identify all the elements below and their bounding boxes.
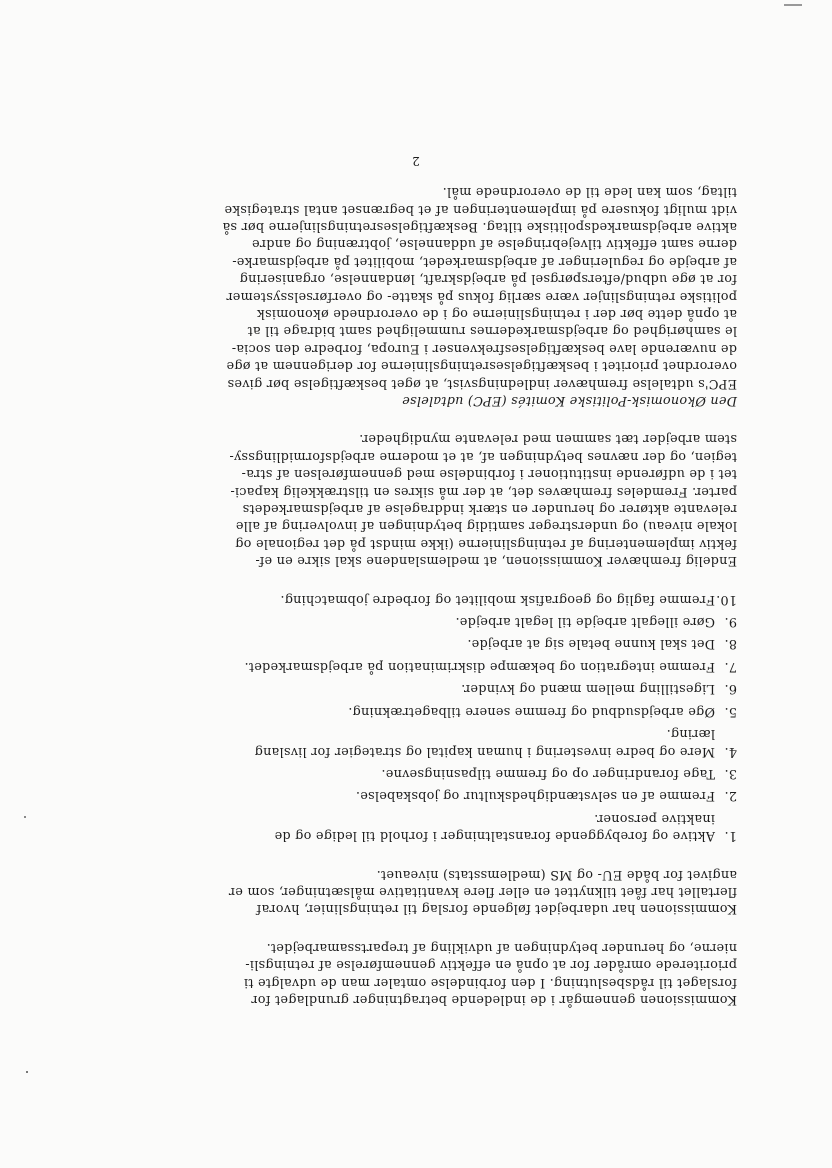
scan-speck <box>24 816 26 818</box>
text-line: at opnå dette bør der i retningslinierne og i de overordnede økonomisk <box>256 306 737 321</box>
text-line: prioriterede områder for at opnå en effektiv gennemførelse af retningsli- <box>245 957 737 973</box>
text-line: fektiv implementering af retningslinierne (ikke mindst på det regionale og <box>235 535 737 551</box>
text-line: vidt muligt fokusere på implementeringen af et begrænset antal strategiske <box>224 201 737 217</box>
item-number: 6. <box>724 681 737 697</box>
text-line: stem arbejder tæt sammen med relevante myndigheder. <box>358 431 737 447</box>
epc-paragraph <box>107 183 737 392</box>
guidelines-list <box>107 590 737 844</box>
text-line: af arbejde og reguleringer af arbejdsmarkedet, mobilitet på arbejdsmarke- <box>232 253 737 269</box>
item-text: Fremme faglig og geografisk mobilitet og forbedre jobmatching. <box>280 591 715 607</box>
item-number: 7. <box>724 658 737 674</box>
text-line: flertallet har fået tilknyttet en eller flere kvantitative målsætninger, som er <box>228 883 737 899</box>
text-line: relevante aktører og herunder en stærk inddragelse af arbejdsmarkedets <box>242 501 737 517</box>
item-text: Fremme af en selvstændighedskultur og jobskabelse. <box>355 788 715 804</box>
item-number: 1. <box>724 828 737 844</box>
scan-mark <box>784 4 802 6</box>
text-line: forslaget til rådsbeslutning. I den forbindelse omtaler man de udvalgte ti <box>243 974 737 990</box>
text-line: tet i de udførende institutioner i forbindelse med gennemførelsen af stra- <box>241 466 737 482</box>
item-text: Gøre illegalt arbejde til legalt arbejde. <box>455 614 715 630</box>
list-item <box>107 590 737 607</box>
text-line: politiske retningslinjer være særlig fokus på skatte- og overførselssystemer <box>226 288 737 304</box>
item-text: Det skal kunne betale sig at arbejde. <box>467 636 715 652</box>
list-item <box>107 765 737 782</box>
list-item <box>107 725 737 760</box>
text-line: Kommissionen har udarbejdet følgende forslag til retningslinier, hvoraf <box>256 901 737 917</box>
item-text: læring. <box>666 726 715 742</box>
list-item <box>107 702 737 719</box>
item-number: 4. <box>724 743 737 759</box>
proposal-paragraph <box>107 865 737 917</box>
item-text: Mere og bedre investering i human kapital og strategier for livslang <box>254 743 715 759</box>
item-text: inaktive personer. <box>593 810 715 826</box>
text-line: Endelig fremhæver Kommissionen, at medlemslandene skal sikre en ef- <box>255 553 737 569</box>
item-text: Fremme integration og bekæmpe diskrimination på arbejdsmarkedet. <box>244 658 715 674</box>
item-text: Ligestilling mellem mænd og kvinder. <box>460 681 715 697</box>
intro-paragraph <box>107 938 737 1008</box>
text-line: nierne, og herunder betydningen af udvikling af trepartssamarbejdet. <box>266 939 737 955</box>
item-text: Aktive og forebyggende foranstaltninger i forhold til ledige og de <box>274 828 715 844</box>
item-text: Øge arbejdsudbud og fremme senere tilbagetrækning. <box>348 703 715 719</box>
item-text: Tage forandringer op og fremme tilpasningsevne. <box>381 765 715 781</box>
page-number: 2 <box>412 154 420 168</box>
item-number: 10. <box>715 591 737 607</box>
text-line: parter. Fremdeles fremhæves det, at der må sikres en tilstrækkelig kapaci- <box>230 483 737 499</box>
text-line: tiltag, som kan lede til de overordnede mål. <box>442 184 737 200</box>
item-number: 2. <box>724 788 737 804</box>
item-number: 3. <box>724 765 737 781</box>
text-line: for at øge udbud/efterspørgsel på arbejdskraft, løndannelse, organisering <box>239 271 737 287</box>
item-number: 8. <box>724 636 737 652</box>
item-number: 5. <box>724 703 737 719</box>
list-item <box>107 658 737 675</box>
list-item <box>107 680 737 697</box>
section-heading: Den Økonomisk-Politiske Komités (EPC) udtalelse <box>401 393 737 409</box>
scan-speck <box>26 1071 28 1073</box>
list-item <box>107 635 737 652</box>
text-line: EPC's udtalelse fremhæver indledningsvist, at øget beskæftigelse bør gives <box>227 375 737 391</box>
text-line: tegien, og der nævnes betydningen af, at et moderne arbejdsformidlingssy- <box>229 448 737 464</box>
text-line: derne samt effektiv tilvejebringelse af uddannelse, jobtræning og andre <box>251 236 737 252</box>
text-line: angivet for både EU- og MS (medlemsstats) niveauet. <box>376 866 737 882</box>
text-line: de nuværende lave beskæftigelsesfrekvenser i Europa, forbedre den socia- <box>231 340 737 356</box>
text-line: overordnet prioritet i beskæftigelsesretningslinierne for derigennem at øge <box>226 358 737 374</box>
text-line: Kommissionen gennemgår i de indledende betragtninger grundlaget for <box>251 992 737 1007</box>
list-item <box>107 613 737 630</box>
text-line: le samhørighed og arbejdsmarkedernes rummelighed samt bidrage til at <box>247 323 737 339</box>
item-number: 9. <box>724 614 737 630</box>
text-line: lokale niveau) og understreger samtidig betydningen af involvering af alle <box>235 518 737 534</box>
text-line: aktive arbejdsmarkedspolitiske tiltag. Beskæftigelsesretningslinjerne bør så <box>222 218 737 234</box>
list-item <box>107 809 737 844</box>
list-item <box>107 787 737 804</box>
document-body <box>107 162 737 1008</box>
closing-paragraph <box>107 430 737 569</box>
